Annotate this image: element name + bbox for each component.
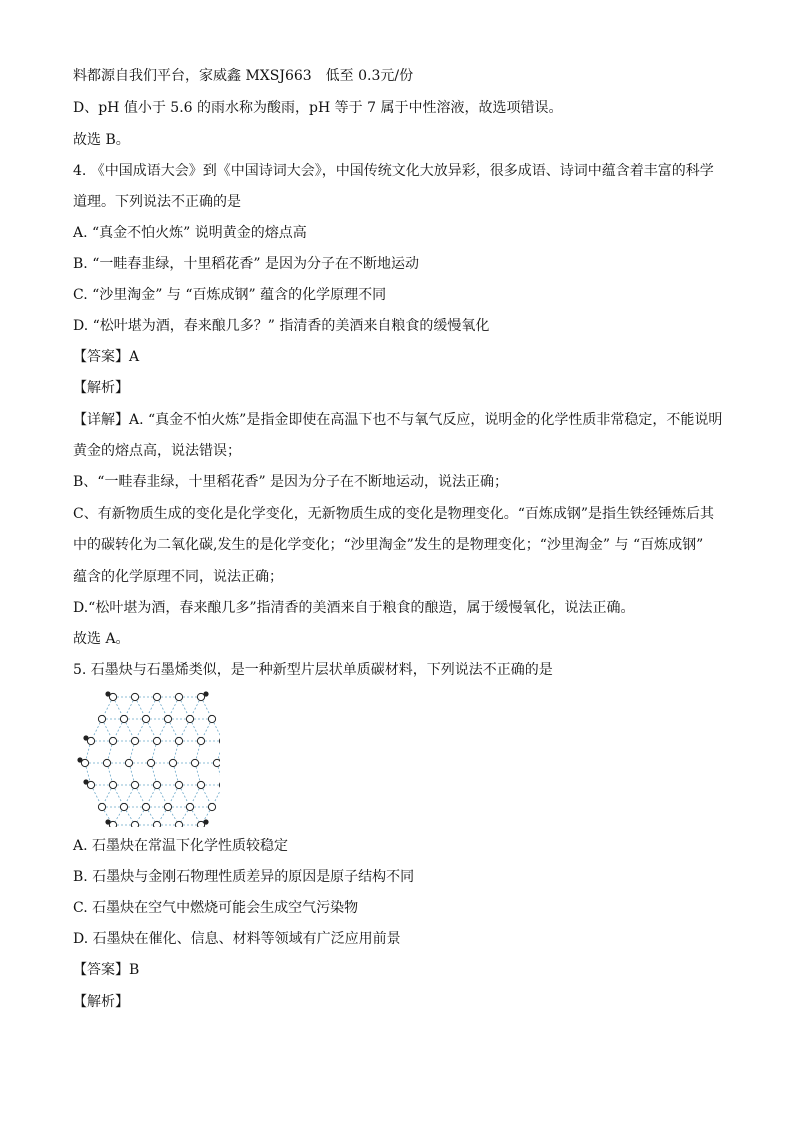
lattice-atom xyxy=(164,803,171,810)
lattice-atom xyxy=(197,781,204,788)
lattice-atom xyxy=(109,737,116,744)
lattice-atom xyxy=(120,715,127,722)
lattice-terminal-atom xyxy=(203,691,208,696)
lattice-terminal-atom xyxy=(203,819,208,824)
lattice-atom xyxy=(153,781,160,788)
lattice-terminal-atom xyxy=(77,757,82,762)
q3-conclusion: 故选 B。 xyxy=(73,132,130,148)
lattice-atom xyxy=(131,821,138,827)
lattice-atom xyxy=(175,693,182,700)
lattice-atom xyxy=(131,781,138,788)
lattice-atom xyxy=(186,803,193,810)
lattice-atom xyxy=(131,737,138,744)
q5-option-a: A. 石墨炔在常温下化学性质较稳定 xyxy=(73,838,289,854)
q4-detail-line-1: 【详解】A. “真金不怕火炼”是指金即使在高温下也不与氧气反应，说明金的化学性质非常稳定，不能说明 xyxy=(73,412,723,428)
lattice-atom xyxy=(175,821,182,827)
q5-analysis-label: 【解析】 xyxy=(73,994,129,1010)
q4-analysis-label: 【解析】 xyxy=(73,380,129,396)
lattice-atom xyxy=(131,693,138,700)
lattice-atom xyxy=(109,781,116,788)
lattice-atom xyxy=(208,803,215,810)
q4-answer: 【答案】A xyxy=(73,349,140,365)
lattice-atom xyxy=(153,821,160,827)
lattice-atom xyxy=(98,803,105,810)
lattice-atom xyxy=(219,781,220,788)
lattice-atom xyxy=(147,759,154,766)
lattice-terminal-atom xyxy=(105,691,110,696)
q4-option-b: B. “一畦春韭绿，十里稻花香” 是因为分子在不断地运动 xyxy=(73,256,419,272)
lattice-terminal-atom xyxy=(83,779,88,784)
q5-option-d: D. 石墨炔在催化、信息、材料等领域有广泛应用前景 xyxy=(73,931,401,947)
q4-detail-line-6: 蕴含的化学原理不同，说法正确； xyxy=(73,569,283,585)
q4-detail-line-3: B、“一畦春韭绿，十里稻花香” 是因为分子在不断地运动，说法正确； xyxy=(73,474,509,490)
lattice-atom xyxy=(191,759,198,766)
lattice-atom xyxy=(153,693,160,700)
q4-detail-line-2: 黄金的熔点高，说法错误； xyxy=(73,443,241,459)
lattice-atom xyxy=(175,781,182,788)
graphdiyne-lattice-diagram xyxy=(70,687,220,827)
lattice-atom xyxy=(153,737,160,744)
q3-option-d: D、pH 值小于 5.6 的雨水称为酸雨，pH 等于 7 属于中性溶液，故选项错误。 xyxy=(73,100,563,116)
lattice-atom xyxy=(125,759,132,766)
lattice-atom xyxy=(142,715,149,722)
lattice-terminal-atom xyxy=(105,819,110,824)
lattice-atom xyxy=(175,737,182,744)
lattice-atom xyxy=(103,759,110,766)
lattice-atom xyxy=(197,737,204,744)
lattice-atom xyxy=(120,803,127,810)
lattice-atom xyxy=(142,803,149,810)
lattice-atom xyxy=(208,715,215,722)
q5-option-b: B. 石墨炔与金刚石物理性质差异的原因是原子结构不同 xyxy=(73,869,415,885)
q5-stem: 5. 石墨炔与石墨烯类似，是一种新型片层状单质碳材料，下列说法不正确的是 xyxy=(73,662,553,678)
q4-stem-line-2: 道理。下列说法不正确的是 xyxy=(73,194,241,210)
q4-option-d: D. “松叶堪为酒，春来酿几多？” 指清香的美酒来自粮食的缓慢氧化 xyxy=(73,318,490,334)
q4-stem-line-1: 4. 《中国成语大会》到《中国诗词大会》，中国传统文化大放异彩，很多成语、诗词中蕴含着丰富的科学 xyxy=(73,163,714,179)
q5-answer: 【答案】B xyxy=(73,962,140,978)
q4-detail-line-7: D.“松叶堪为酒，春来酿几多”指清香的美酒来自于粮食的酿造，属于缓慢氧化，说法正确。 xyxy=(73,600,635,616)
lattice-atom xyxy=(169,759,176,766)
lattice-atom xyxy=(164,715,171,722)
q4-option-c: C. “沙里淘金” 与 “百炼成钢” 蕴含的化学原理不同 xyxy=(73,287,387,303)
q4-detail-line-5: 中的碳转化为二氧化碳,发生的是化学变化；“沙里淘金”发生的是物理变化；“沙里淘金” 与 “百炼成钢” xyxy=(73,537,704,553)
lattice-atom xyxy=(213,759,220,766)
q5-option-c: C. 石墨炔在空气中燃烧可能会生成空气污染物 xyxy=(73,900,359,916)
lattice-atom xyxy=(219,737,220,744)
header-line: 料都源自我们平台，家威鑫 MXSJ663 低至 0.3元/份 xyxy=(73,68,414,84)
lattice-terminal-atom xyxy=(83,735,88,740)
lattice-atom xyxy=(186,715,193,722)
q4-conclusion: 故选 A。 xyxy=(73,631,130,647)
q4-option-a: A. “真金不怕火炼” 说明黄金的熔点高 xyxy=(73,225,307,241)
q4-detail-line-4: C、有新物质生成的变化是化学变化，无新物质生成的变化是物理变化。“百炼成钢”是指生铁经锤炼后其 xyxy=(73,506,715,522)
lattice-atom xyxy=(98,715,105,722)
